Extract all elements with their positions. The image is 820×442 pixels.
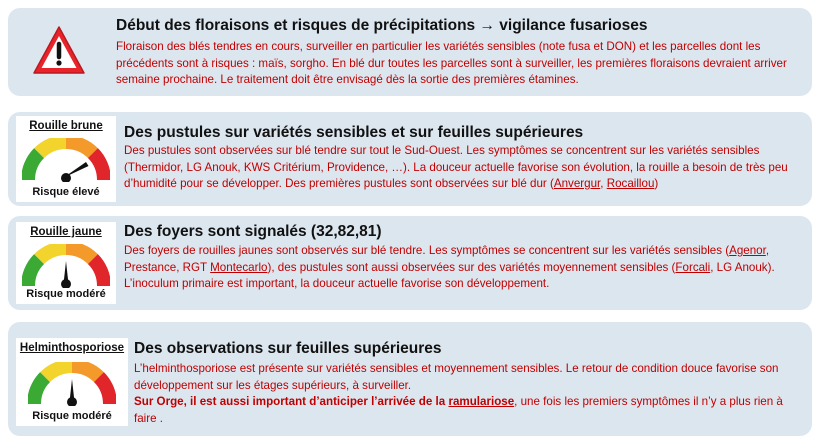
disease-label: Helminthosporiose	[19, 342, 125, 354]
risk-gauge-high	[22, 138, 110, 182]
risk-level-label: Risque modéré	[32, 410, 112, 422]
alert-card-rouille-brune	[8, 112, 812, 206]
variety-link: Agenor	[729, 244, 766, 257]
disease-label: Rouille brune	[29, 120, 103, 132]
alert-card-helminthosporiose	[8, 322, 812, 436]
card-body: Des pustules sont observées sur blé tendre sur tout le Sud-Ouest. Les symptômes se concentrent sur les variétés sensibles (Thermidor, LG Anouk, KWS Critérium, Providence, …). La douceur actuelle favorise son évolution, la rouille a besoin de très peu d’humidité pour se développer. Des premières pustules sont observées sur blé dur (Anvergur, Rocaillou)	[124, 144, 788, 191]
variety-link: Forcali	[675, 260, 711, 274]
disease-label: Rouille jaune	[30, 226, 102, 238]
disease-link: ramulariose	[448, 395, 515, 409]
alert-card-fusarioses	[8, 8, 812, 96]
risk-gauge-moderate	[28, 362, 116, 406]
risk-tile	[16, 338, 128, 426]
risk-level-label: Risque modéré	[26, 288, 106, 300]
variety-link: Anvergur	[553, 177, 601, 191]
card-title: Début des floraisons et risques de précipitations → vigilance fusarioses	[116, 17, 648, 34]
card-title: Des observations sur feuilles supérieures	[134, 340, 442, 357]
warning-triangle-icon	[32, 24, 86, 78]
card-title: Des pustules sur variétés sensibles et sur feuilles supérieures	[124, 124, 584, 141]
card-body: L’helminthosporiose est présente sur variétés sensibles et moyennement sensibles. Le retour de condition douce favorise son développement sur les étages supérieurs, à surveiller. Sur Orge, il est aussi important d’anticiper l’arrivée de la ramulariose, une fois les premiers symptômes il n’y a plus rien à faire .	[134, 362, 783, 425]
risk-gauge-moderate	[22, 244, 110, 288]
card-title: Des foyers sont signalés (32,82,81)	[124, 223, 382, 240]
alert-card-rouille-jaune	[8, 216, 812, 310]
card-body: Des foyers de rouilles jaunes sont observés sur blé tendre. Les symptômes se concentrent sur les variétés sensibles (Agenor, Prestance, RGT Montecarlo), des pustules sont aussi observées sur des variétés moyennement sensibles (Forcali, LG Anouk). L’inoculum primaire est important, la douceur actuelle favorise son développement.	[124, 244, 775, 291]
risk-tile	[16, 222, 116, 304]
risk-tile	[16, 116, 116, 202]
variety-link: Rocaillou	[606, 177, 655, 191]
risk-level-label: Risque élevé	[32, 186, 100, 198]
variety-link: Montecarlo	[210, 260, 268, 274]
card-body: Floraison des blés tendres en cours, surveiller en particulier les variétés sensibles (note fusa et DON) et les parcelles dont les précédents sont à risques : maïs, sorgho. En blé dur toutes les parcelles sont à surveiller, les premières floraisons devraient arriver semaine prochaine. Le traitement doit être envisagé dès la sortie des premières étamines.	[116, 40, 787, 87]
